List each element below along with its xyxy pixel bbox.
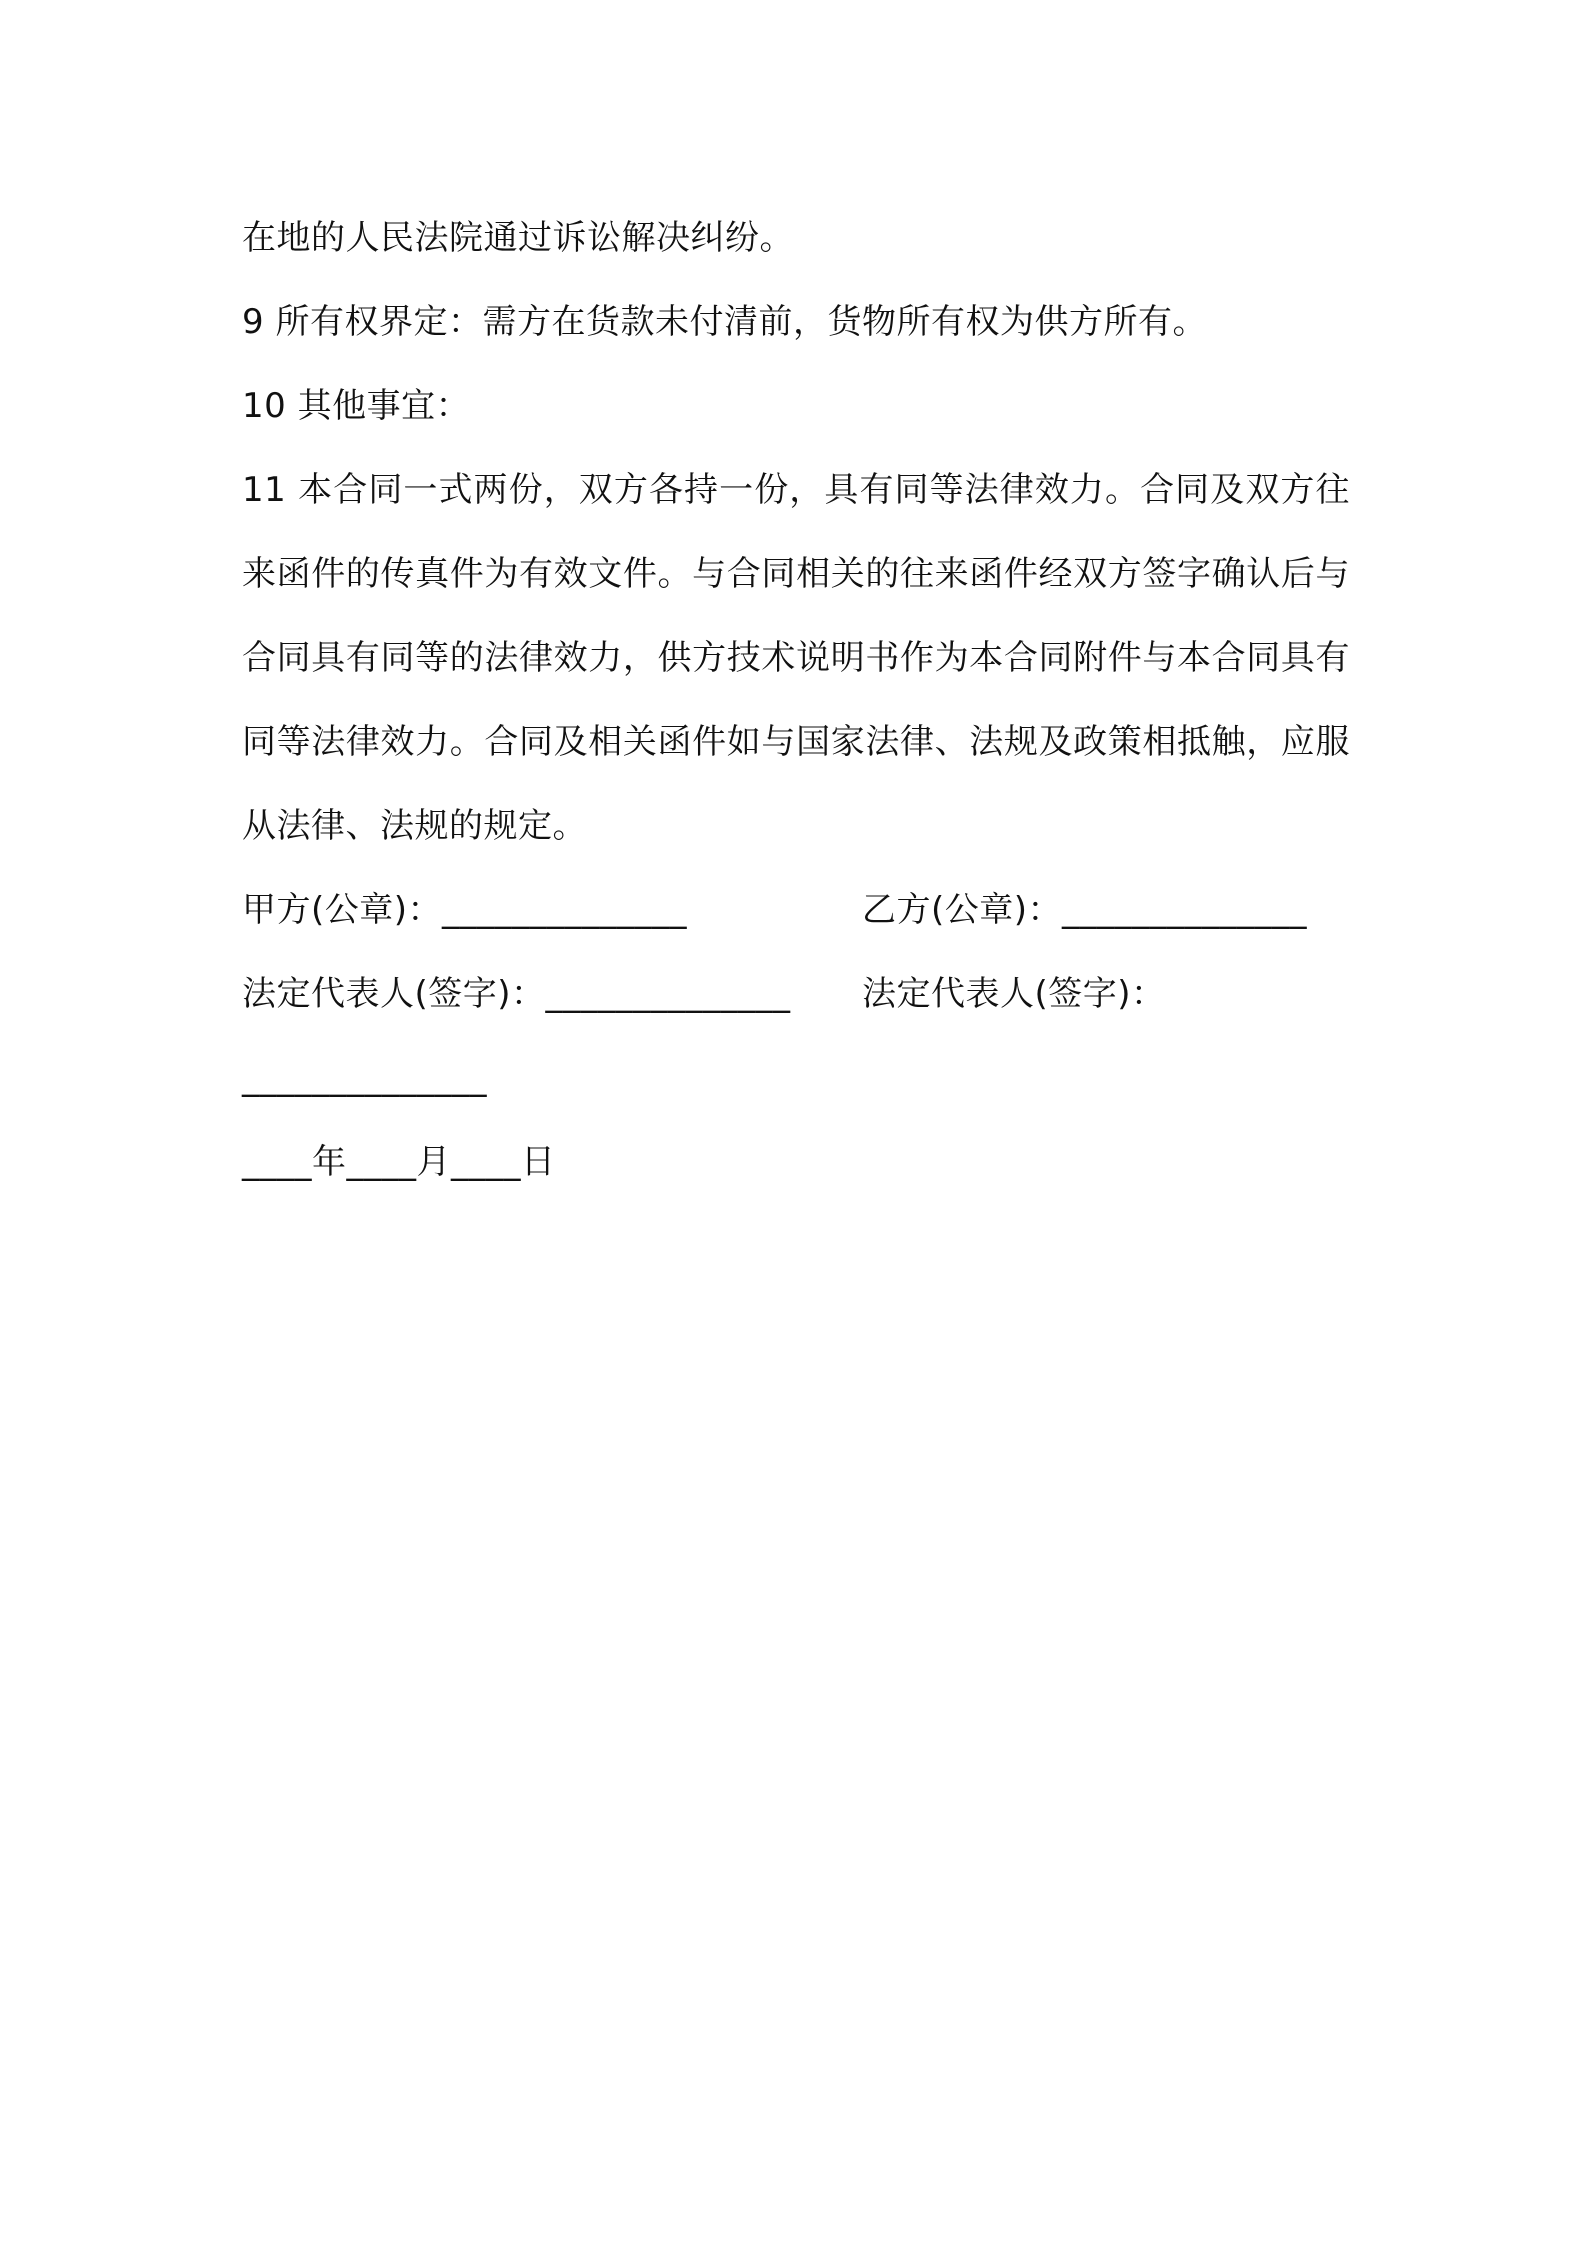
document-body xyxy=(242,196,1352,1204)
party-b-representative: 法定代表人(签字)： xyxy=(862,974,1166,1014)
signature-row-representative xyxy=(242,952,1352,1036)
party-b-representative-blank: ______________ xyxy=(242,1058,487,1098)
signature-row-seal xyxy=(242,868,1352,952)
party-a-seal: 甲方(公章)：______________ xyxy=(242,890,688,930)
clause-ownership: 9 所有权界定：需方在货款未付清前，货物所有权为供方所有。 xyxy=(242,302,1207,342)
signing-date: ____年____月____日 xyxy=(242,1142,556,1182)
party-b-seal: 乙方(公章)：______________ xyxy=(862,890,1308,930)
clause-copies-validity: 11 本合同一式两份，双方各持一份，具有同等法律效力。合同及双方往来函件的传真件为有效文件。与合同相关的往来函件经双方签字确认后与合同具有同等的法律效力，供方技术说明书作为本合同附件与本合同具有同等法律效力。合同及相关函件如与国家法律、法规及政策相抵触，应服从法律、法规的规定。 xyxy=(242,470,1350,846)
party-a-representative: 法定代表人(签字)：______________ xyxy=(242,974,791,1014)
clause-other-matters: 10 其他事宜： xyxy=(242,386,471,426)
clause-text-continuation: 在地的人民法院通过诉讼解决纠纷。 xyxy=(242,218,794,258)
